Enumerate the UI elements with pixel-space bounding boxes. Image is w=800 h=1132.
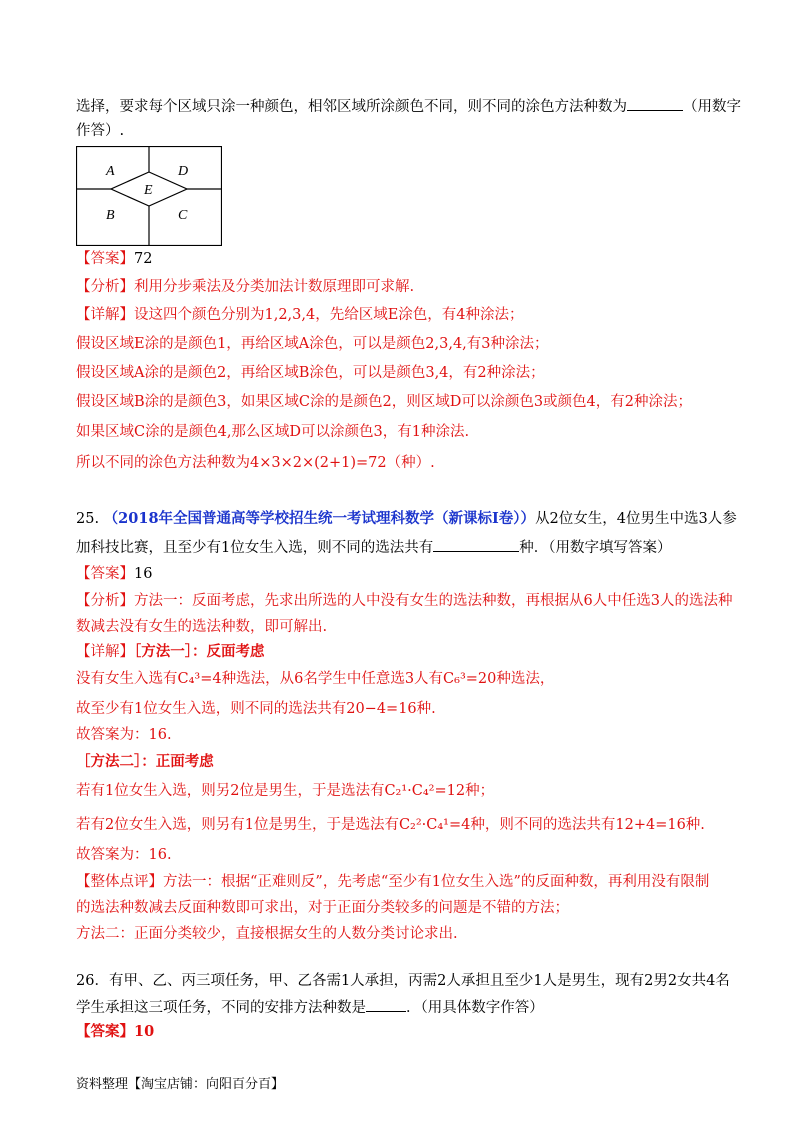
q25-review-line1: 【整体点评】方法一：根据“正难则反”，先考虑“至少有1位女生入选”的反面种数，再利用没有限制 bbox=[76, 874, 710, 890]
q25-review-line2: 的选法种数减去反面种数即可求出，对于正面分类较多的问题是不错的方法； bbox=[76, 900, 569, 916]
q25-answer: 【答案】16 bbox=[76, 566, 153, 582]
q24-answer: 【答案】72 bbox=[76, 251, 153, 267]
answer-blank bbox=[627, 96, 683, 111]
q25-stem-line1: 25. （2018年全国普通高等学校招生统一考试理科数学（新课标I卷））从2位女生，4位男生中选3人参 bbox=[76, 510, 737, 527]
q24-stem-line1: 选择，要求每个区域只涂一种颜色，相邻区域所涂颜色不同，则不同的涂色方法种数为 （用数字 bbox=[76, 96, 741, 117]
q26-stem-line1: 26．有甲、乙、丙三项任务，甲、乙各需1人承担，丙需2人承担且至少1人是男生，现有2男2女共4名 bbox=[76, 973, 730, 989]
answer-blank bbox=[366, 997, 406, 1012]
q25-m1-line1: 没有女生入选有C₄³=4种选法，从6名学生中任意选3人有C₆³=20种选法， bbox=[76, 671, 555, 687]
label-B: B bbox=[106, 208, 115, 223]
q26-stem-line2: 学生承担这三项任务，不同的安排方法种数是 ．（用具体数字作答） bbox=[76, 997, 544, 1018]
q25-stem-line2: 加科技比赛，且至少有1位女生入选，则不同的选法共有 种．（用数字填写答案） bbox=[76, 537, 671, 558]
q24-stem-line2: 作答）. bbox=[76, 123, 125, 139]
q26-answer: 【答案】10 bbox=[76, 1023, 155, 1040]
region-diagram bbox=[76, 146, 222, 246]
label-E: E bbox=[144, 183, 153, 198]
label-A: A bbox=[106, 164, 115, 179]
footer-credit: 资料整理【淘宝店铺：向阳百分百】 bbox=[76, 1077, 285, 1092]
q25-m1-line2: 故至少有1位女生入选，则不同的选法共有20−4=16种. bbox=[76, 701, 436, 717]
q25-detail-header: 【详解】［方法一］：反面考虑 bbox=[76, 643, 265, 660]
q24-detail-line1: 【详解】设这四个颜色分别为1,2,3,4，先给区域E涂色，有4种涂法； bbox=[76, 307, 524, 323]
q24-detail-line6: 所以不同的涂色方法种数为4×3×2×(2+1)=72（种）. bbox=[76, 455, 435, 471]
q25-m1-line3: 故答案为：16. bbox=[76, 727, 172, 743]
q24-detail-line2: 假设区域E涂的是颜色1，再给区域A涂色，可以是颜色2,3,4,有3种涂法； bbox=[76, 336, 549, 352]
q25-m2-line1: 若有1位女生入选，则另2位是男生，于是选法有C₂¹·C₄²=12种； bbox=[76, 783, 495, 799]
label-C: C bbox=[178, 208, 188, 223]
q24-detail-line5: 如果区域C涂的是颜色4,那么区域D可以涂颜色3，有1种涂法. bbox=[76, 424, 470, 440]
q25-review-line3: 方法二：正面分类较少，直接根据女生的人数分类讨论求出. bbox=[76, 926, 458, 942]
q25-analysis-line1: 【分析】方法一：反面考虑，先求出所选的人中没有女生的选法种数，再根据从6人中任选3人的选法种 bbox=[76, 593, 733, 609]
q24-detail-line3: 假设区域A涂的是颜色2，再给区域B涂色，可以是颜色3,4，有2种涂法； bbox=[76, 365, 545, 381]
label-D: D bbox=[178, 164, 189, 179]
q25-analysis-line2: 数减去没有女生的选法种数，即可解出. bbox=[76, 619, 328, 635]
q24-analysis: 【分析】利用分步乘法及分类加法计数原理即可求解. bbox=[76, 279, 415, 295]
q25-m2-line2: 若有2位女生入选，则另有1位是男生，于是选法有C₂²·C₄¹=4种，则不同的选法共有12+4=16种. bbox=[76, 817, 705, 833]
q25-m2-line3: 故答案为：16. bbox=[76, 847, 172, 863]
q25-source: （2018年全国普通高等学校招生统一考试理科数学（新课标I卷）） bbox=[103, 510, 536, 527]
q24-detail-line4: 假设区域B涂的是颜色3，如果区域C涂的是颜色2，则区域D可以涂颜色3或颜色4，有2种涂法； bbox=[76, 394, 692, 410]
q25-method2-header: ［方法二］：正面考虑 bbox=[76, 753, 214, 770]
answer-blank bbox=[433, 537, 519, 552]
